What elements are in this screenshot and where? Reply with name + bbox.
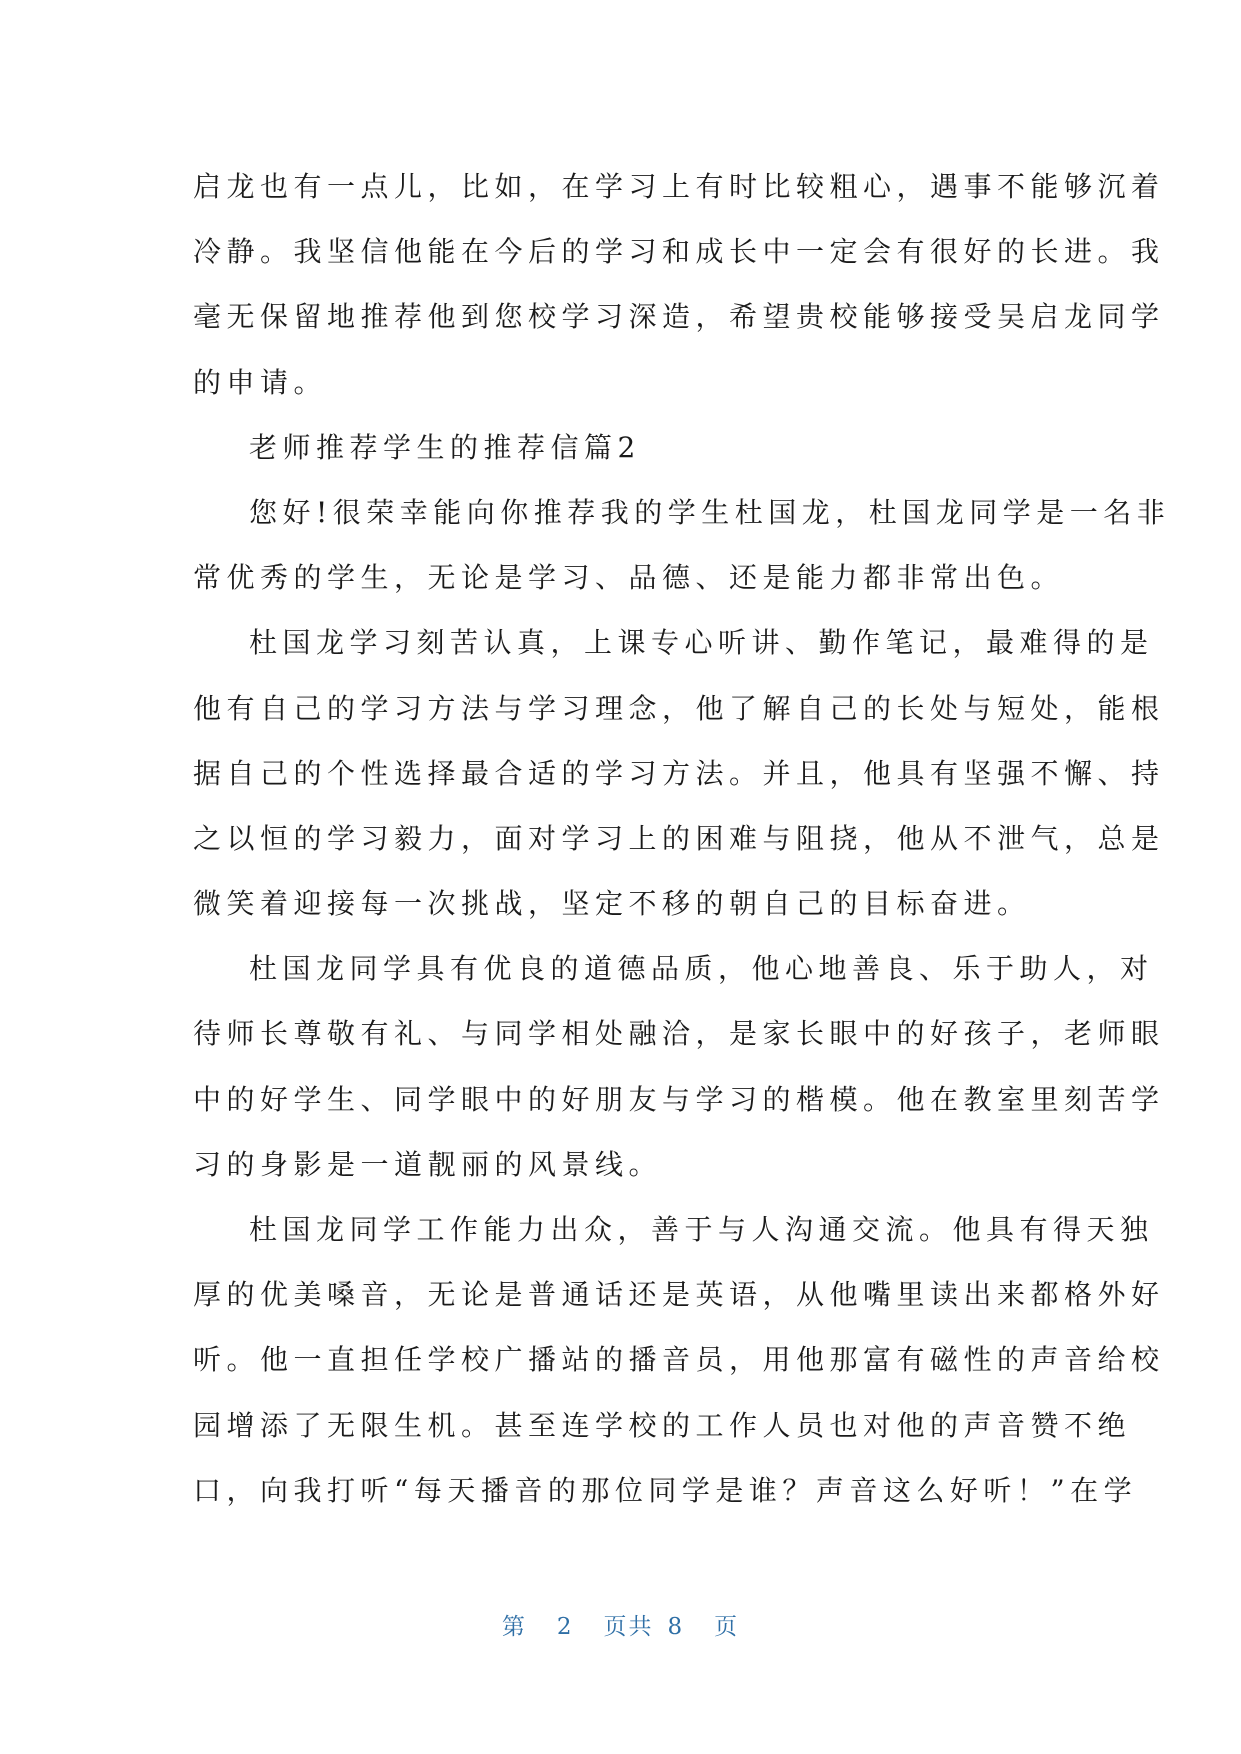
text-line-17: 杜国龙同学工作能力出众，善于与人沟通交流。他具有得天独 (249, 1213, 1154, 1246)
text-line-12: 微笑着迎接每一次挑战，坚定不移的朝自己的目标奋进。 (193, 887, 1031, 921)
text-line-2: 冷静。我坚信他能在今后的学习和成长中一定会有很好的长进。我 (193, 235, 1165, 269)
text-line-3: 毫无保留地推荐他到您校学习深造，希望贵校能够接受吴启龙同学 (193, 300, 1165, 334)
footer-label-ye: 页 (714, 1614, 740, 1640)
text-line-13: 杜国龙同学具有优良的道德品质，他心地善良、乐于助人，对 (249, 952, 1154, 986)
text-line-20: 园增添了无限生机。甚至连学校的工作人员也对他的声音赞不绝 (193, 1408, 1132, 1442)
text-line-1: 启龙也有一点儿，比如，在学习上有时比较粗心，遇事不能够沉着 (193, 170, 1165, 203)
footer-label-di: 第 (501, 1614, 527, 1640)
text-line-16: 习的身影是一道靓丽的风景线。 (193, 1147, 663, 1181)
page-footer (0, 1608, 1241, 1641)
text-line-11: 之以恒的学习毅力，面对学习上的困难与阻挠，他从不泄气，总是 (193, 821, 1165, 855)
text-line-21: 口，向我打听“每天播音的那位同学是谁？声音这么好听！”在学 (193, 1473, 1138, 1507)
text-line-15: 中的好学生、同学眼中的好朋友与学习的楷模。他在教室里刻苦学 (193, 1082, 1165, 1116)
text-line-6: 您好!很荣幸能向你推荐我的学生杜国龙，杜国龙同学是一名非 (249, 495, 1171, 529)
text-line-7: 常优秀的学生，无论是学习、品德、还是能力都非常出色。 (193, 561, 1065, 595)
footer-label-ye-gong: 页共 (603, 1614, 654, 1640)
section-heading: 老师推荐学生的推荐信篇2 (249, 430, 641, 464)
text-line-8: 杜国龙学习刻苦认真，上课专心听讲、勤作笔记，最难得的是 (249, 626, 1154, 660)
text-line-18: 厚的优美嗓音，无论是普通话还是英语，从他嘴里读出来都格外好 (193, 1278, 1165, 1312)
text-line-9: 他有自己的学习方法与学习理念，他了解自己的长处与短处，能根 (193, 691, 1165, 725)
footer-current-page: 2 (556, 1614, 574, 1640)
document-body (193, 154, 1171, 1523)
footer-total-pages: 8 (667, 1614, 685, 1640)
text-line-14: 待师长尊敬有礼、与同学相处融洽，是家长眼中的好孩子，老师眼 (193, 1017, 1165, 1051)
text-line-4: 的申请。 (193, 365, 328, 399)
text-line-19: 听。他一直担任学校广播站的播音员，用他那富有磁性的声音给校 (193, 1343, 1165, 1377)
text-line-10: 据自己的个性选择最合适的学习方法。并且，他具有坚强不懈、持 (193, 756, 1165, 790)
